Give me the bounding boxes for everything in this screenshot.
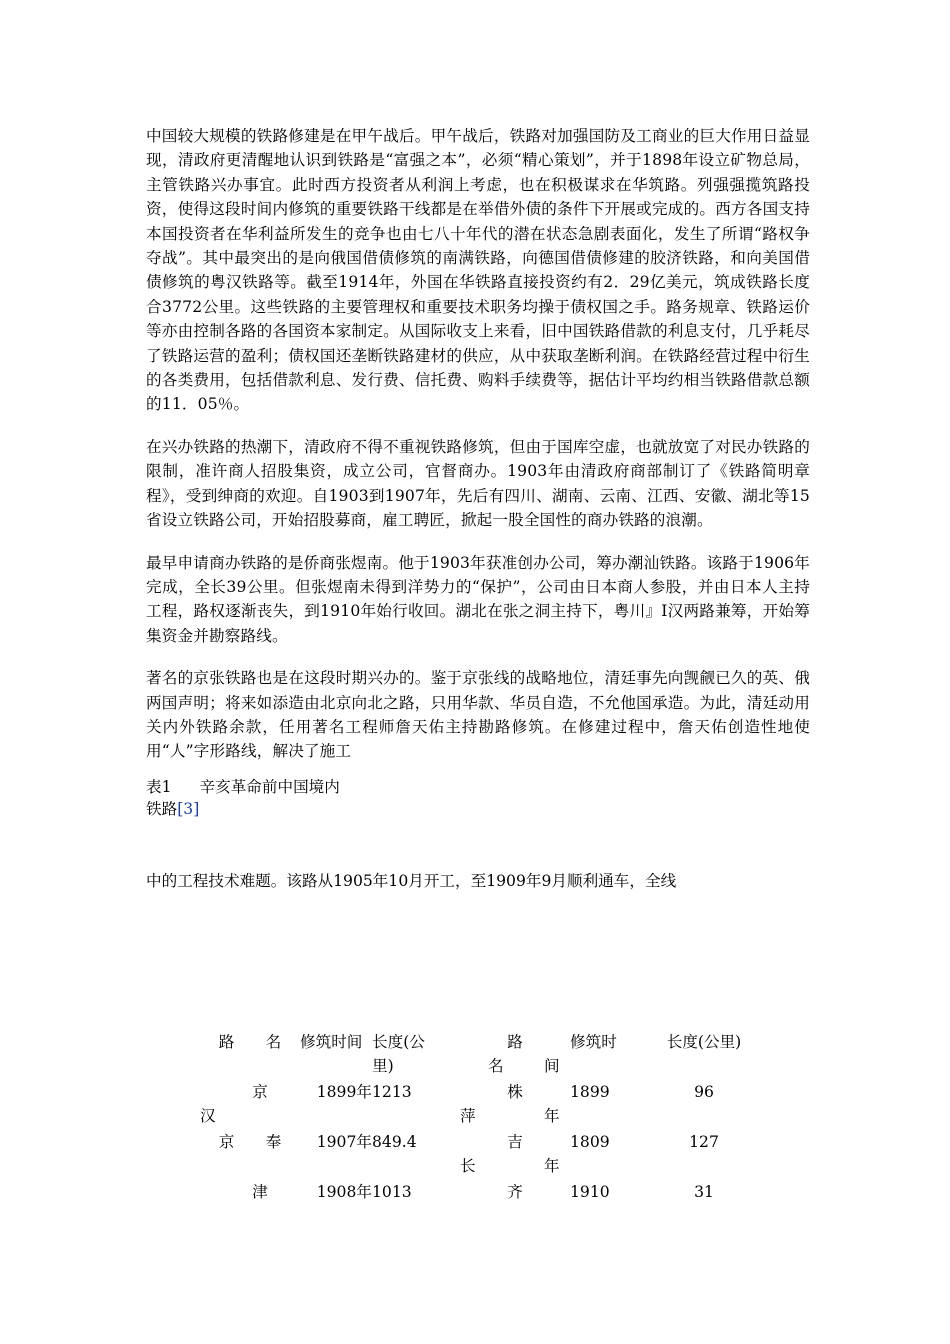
table-header-row	[200, 1030, 752, 1078]
table-row: 津 1908年 1013 齐 1910 31	[252, 1183, 714, 1201]
header-length-2: 长度(公里)	[666, 1033, 742, 1051]
caption-line2: 铁路	[146, 799, 178, 818]
header-length: 长度(公 里)	[372, 1033, 425, 1075]
header-build-time: 修筑时间	[300, 1033, 363, 1051]
paragraph-1: 中国较大规模的铁路修建是在甲午战后。甲午战后，铁路对加强国防及工商业的巨大作用日益显现，清政府更清醒地认识到铁路是“富强之本”，必须“精心策划”，并于1898年设立矿物总局，主管铁路兴办事宜。此时西方投资者从利润上考虑，也在积极谋求在华筑路。列强强揽筑路投资，使得这段时间内修筑的重要铁路干线都是在举借外债的条件下开展或完成的。西方各国支持本国投资者在华利益所发生的竞争也由七八十年代的潜在状态急剧表面化，发生了所谓“路权争夺战”。其中最突出的是向俄国借债修筑的南满铁路，向德国借债修建的胶济铁路，和向美国借债修筑的粤汉铁路等。截至1914年，外国在华铁路直接投资约有2．29亿美元，筑成铁路长度合3772公里。这些铁路的主要管理权和重要技术职务均操于债权国之手。路务规章、铁路运价等亦由控制各路的各国资本家制定。从国际收支上来看，旧中国铁路借款的利息支付，几乎耗尽了铁路运营的盈利；债权国还垄断铁路建材的供应，从中获取垄断利润。在铁路经营过程中衍生的各类费用，包括借款利息、发行费、信托费、购料手续费等，据估计平均约相当铁路借款总额的11．05％。	[146, 127, 810, 414]
paragraph-2: 在兴办铁路的热潮下，清政府不得不重视铁路修筑，但由于国库空虚，也就放宽了对民办铁路的限制，准许商人招股集资，成立公司，官督商办。1903年由清政府商部制订了《铁路简明章程》，受到绅商的欢迎。自1903到1907年，先后有四川、湖南、云南、江西、安徽、湖北等15省设立铁路公司，开始招股募商，雇工聘匠，掀起一股全国性的商办铁路的浪潮。	[146, 437, 810, 530]
caption-title: 辛亥革命前中国境内	[199, 777, 340, 796]
table-caption	[146, 776, 810, 820]
header-route-name-2: 路 名	[488, 1033, 523, 1075]
caption-reference-link[interactable]: [3]	[177, 799, 200, 818]
header-route-name: 路 名	[218, 1033, 282, 1051]
continuation-text: 中的工程技术难题。该路从1905年10月开工，至1909年9月顺利通车，全线	[146, 871, 677, 890]
table-row: 京 奉 1907年 849.4 吉 长 1809 年 127	[218, 1133, 719, 1175]
caption-label: 表1	[146, 777, 172, 796]
paragraph-4: 著名的京张铁路也是在这段时期兴办的。鉴于京张线的战略地位，清廷事先向觊觎已久的英、俄两国声明；将来如添造由北京向北之路，只用华款、华员自造，不允他国承造。为此，清廷动用关内外铁路余款，任用著名工程师詹天佑主持勘路修筑。在修建过程中，詹天佑创造性地使用“人”字形路线，解决了施工	[146, 669, 810, 761]
table-row: 京 汉 1899年 1213 株 萍 1899 年 96	[200, 1083, 714, 1125]
paragraph-3: 最早申请商办铁路的是侨商张煜南。他于1903年获准创办公司，筹办潮汕铁路。该路于1906年完成，全长39公里。但张煜南未得到洋势力的“保护”，公司由日本商人参股，并由日本人主持工程，路权逐渐丧失，到1910年始行收回。湖北在张之洞主持下，粤川』I汉两路兼筹，开始筹集资金并勘察路线。	[146, 553, 810, 645]
railway-table	[200, 1030, 752, 1204]
document-page	[146, 124, 810, 893]
header-build-time-2: 修筑时 间	[544, 1033, 617, 1075]
